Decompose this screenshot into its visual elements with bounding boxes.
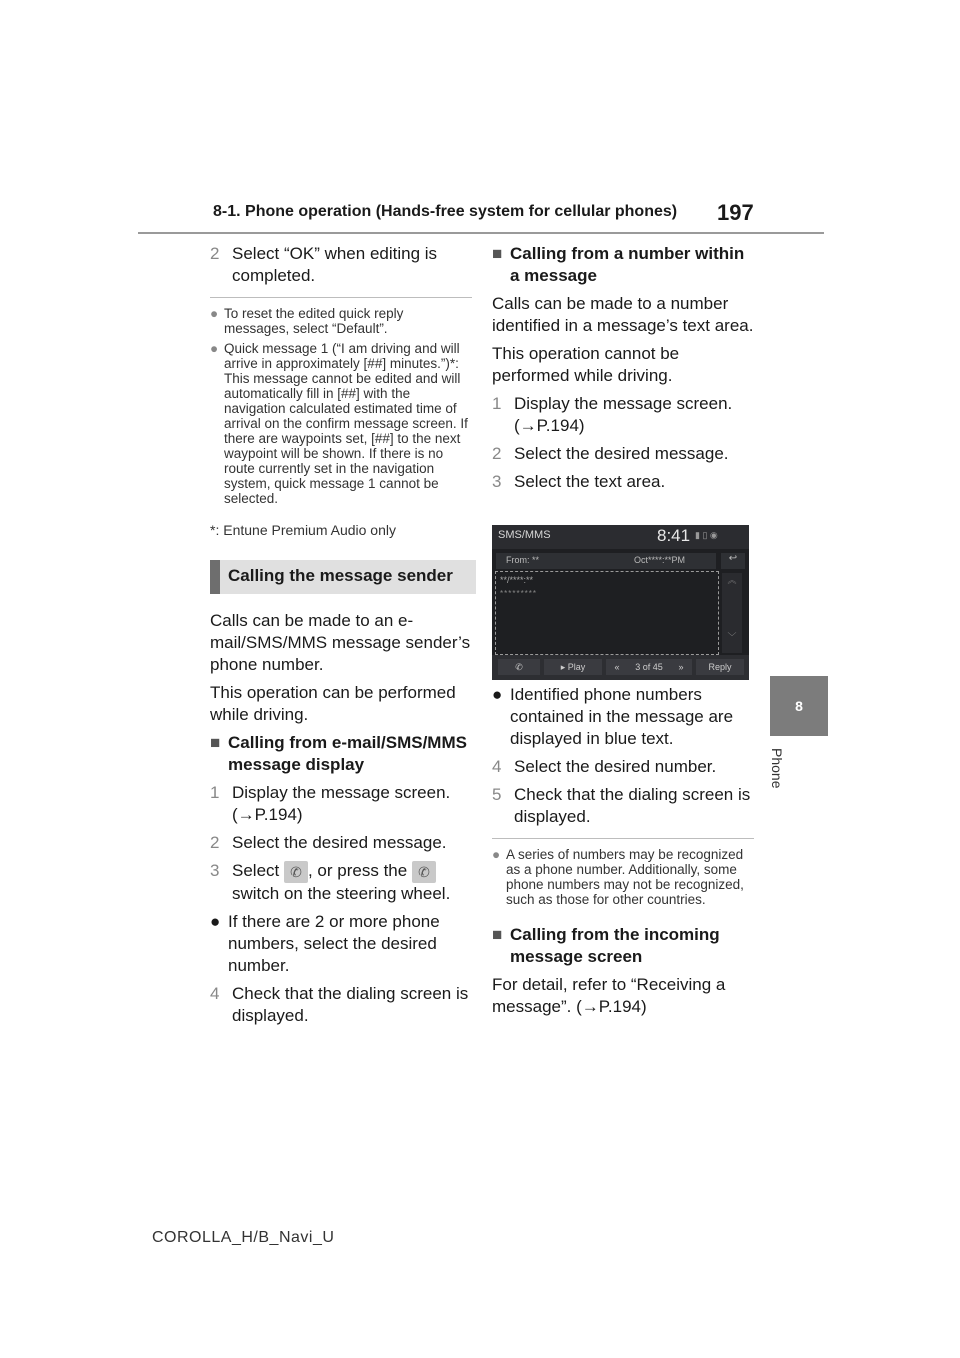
subheading: ■ Calling from a number within a message — [492, 244, 745, 285]
chapter-number: 8 — [795, 698, 803, 714]
step-1: 1 Display the message screen. (→P.194) — [210, 783, 451, 824]
bullet-item: ● Identified phone numbers contained in the message are displayed in blue text. — [492, 685, 734, 748]
paragraph: This operation can be performed while driving. — [210, 683, 456, 724]
subheading: ■ Calling from the incoming message screen — [492, 925, 720, 966]
screen-title: SMS/MMS — [498, 529, 551, 541]
left-column — [210, 243, 472, 1033]
step-1: 1 Display the message screen. (→P.194) — [492, 394, 733, 435]
note-item: ● A series of numbers may be recognized as a phone number. Additionally, some phone numbers may not be recognized, such as those for other countries. — [492, 847, 744, 907]
bullet-dot-icon: ● — [210, 306, 219, 321]
phone-switch-icon: ✆ — [412, 861, 436, 883]
note-divider — [210, 297, 472, 298]
bullet-dot-icon: ● — [492, 847, 501, 862]
page-counter: 3 of 45 — [628, 659, 670, 675]
call-button[interactable]: ✆ — [498, 659, 540, 675]
clock: 8:41 — [657, 526, 691, 545]
step-number: 2 — [210, 244, 220, 263]
note-divider — [492, 838, 754, 839]
message-line: ********* — [500, 589, 538, 598]
step-2 — [210, 243, 472, 287]
reply-button[interactable]: Reply — [696, 659, 744, 675]
paragraph: Calls can be made to an e-mail/SMS/MMS message sender’s phone number. — [210, 611, 471, 674]
scroll-up-icon[interactable]: ︽ — [727, 575, 737, 585]
step-4: 4 Check that the dialing screen is displayed. — [210, 983, 469, 1025]
header-title: 8-1. Phone operation (Hands-free system for cellular phones) — [213, 203, 678, 220]
footnote: *: Entune Premium Audio only — [210, 522, 396, 538]
subheading: ■ Calling from e-mail/SMS/MMS message display — [210, 733, 467, 774]
message-screen-screenshot — [492, 525, 749, 680]
chapter-label: Phone — [769, 748, 785, 789]
message-from: From: ** — [506, 555, 540, 565]
step-3: 3 Select the text area. — [492, 472, 666, 491]
right-column — [492, 243, 754, 499]
step-2: 2 Select the desired message. — [492, 444, 729, 463]
next-icon[interactable]: » — [670, 659, 692, 675]
square-bullet-icon: ■ — [492, 925, 503, 944]
note-item: ● Quick message 1 (“I am driving and will arrive in approximately [##] minutes.”)*: This message cannot be edited and will automatically fill in [##] with the navigation calculated estimated time of arrival on the confirm message screen. If there are waypoints set, [##] to the next waypoint will be shown. If there is no route currently set in the navigation system, quick message 1 cannot be selected. — [210, 341, 468, 506]
paragraph: For detail, refer to “Receiving a message”. (→P.194) — [492, 975, 726, 1016]
header-rule — [138, 232, 824, 234]
bullet-item: ● If there are 2 or more phone numbers, select the desired number. — [210, 911, 440, 975]
right-column-continued — [492, 684, 754, 1024]
step-5: 5 Check that the dialing screen is displayed. — [492, 785, 751, 826]
paragraph: Calls can be made to a number identified in a message’s text area. — [492, 294, 754, 335]
square-bullet-icon: ■ — [492, 244, 503, 263]
square-bullet-icon: ■ — [210, 733, 221, 752]
chapter-tab — [770, 676, 828, 736]
message-date: Oct****:**PM — [634, 555, 686, 565]
step-2: 2 Select the desired message. — [210, 833, 447, 852]
prev-icon[interactable]: « — [606, 659, 628, 675]
step-4: 4 Select the desired number. — [492, 757, 717, 776]
phone-icon: ✆ — [284, 861, 308, 883]
page-number: 197 — [717, 200, 754, 225]
play-button[interactable]: ▸ Play — [544, 659, 602, 675]
message-line: **/****:** — [500, 575, 534, 585]
scroll-bar[interactable] — [722, 573, 742, 653]
paragraph: This operation cannot be performed while driving. — [492, 344, 680, 385]
scroll-down-icon[interactable]: ﹀ — [727, 632, 737, 642]
footer-model: COROLLA_H/B_Navi_U — [152, 1229, 335, 1246]
note-item: ● To reset the edited quick reply messages, select “Default”. — [210, 306, 404, 336]
bullet-dot-icon: ● — [210, 911, 221, 931]
bullet-dot-icon: ● — [492, 685, 503, 704]
bullet-dot-icon: ● — [210, 341, 219, 356]
step-text: Select “OK” when editing is completed. — [232, 244, 438, 285]
back-icon[interactable]: ↩ — [721, 553, 745, 569]
step-3: 3 Select ✆ , or press the ✆ switch on the steering wheel. — [210, 861, 451, 903]
status-icons: ▮ ▯ ◉ — [695, 530, 718, 540]
section-title: Calling the message sender — [210, 560, 476, 594]
